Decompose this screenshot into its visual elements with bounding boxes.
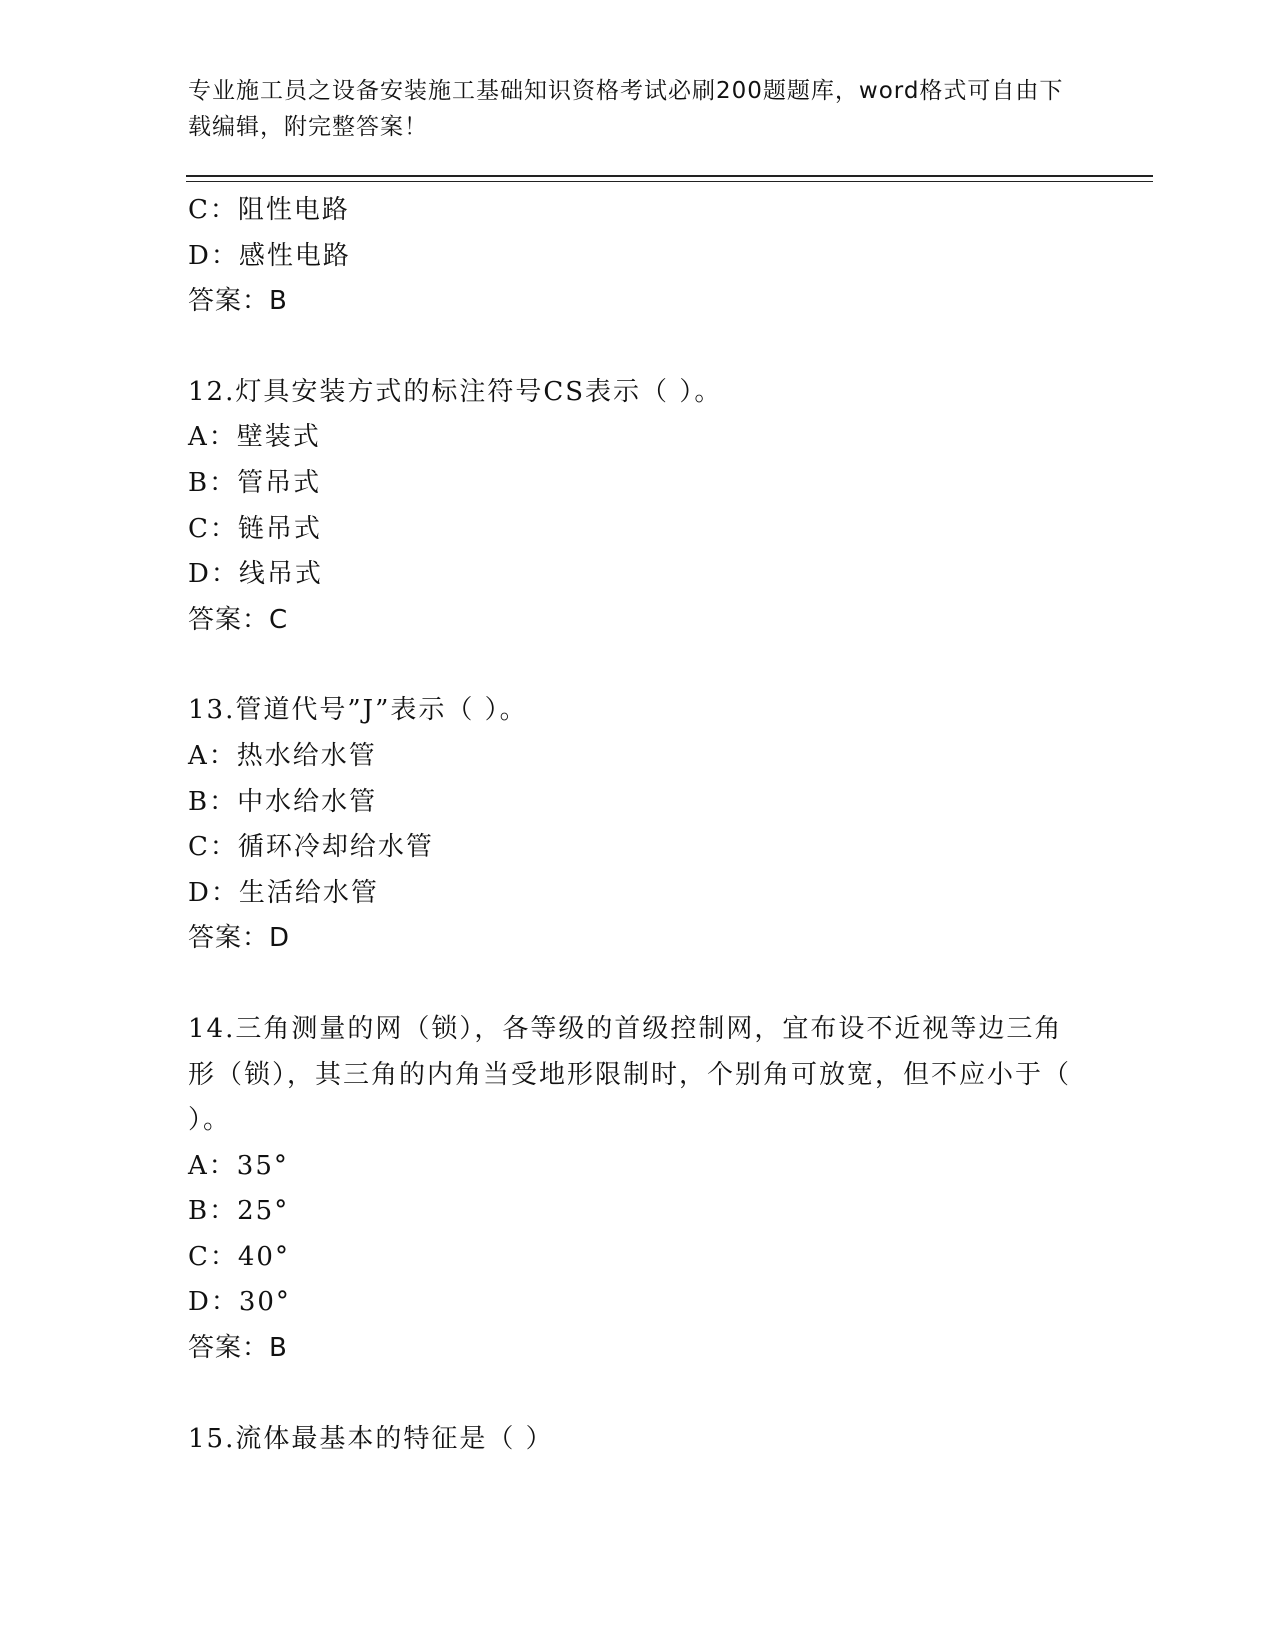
option-b: B：中水给水管: [188, 786, 378, 817]
option-a: A：壁装式: [188, 422, 321, 453]
spacer: [188, 325, 1088, 370]
header-rule-thin: [186, 181, 1153, 182]
option-d: D：感性电路: [188, 240, 351, 271]
question-14: 14.三角测量的网（锁），各等级的首级控制网，宜布设不近视等边三角形（锁），其三角的内角当受地形限制时，个别角可放宽，但不应小于（ ）。: [188, 1013, 1072, 1136]
spacer: [188, 962, 1088, 1007]
question-list: [188, 188, 1088, 1462]
option-b: B：25°: [188, 1196, 290, 1227]
answer: 答案：B: [188, 1333, 288, 1364]
answer: 答案：B: [188, 286, 288, 317]
option-d: D：30°: [188, 1287, 291, 1318]
question-12: 12.灯具安装方式的标注符号CS表示（ ）。: [188, 376, 723, 407]
option-c: C：循环冷却给水管: [188, 832, 434, 863]
option-d: D：线吊式: [188, 559, 323, 590]
spacer: [188, 643, 1088, 688]
answer: 答案：C: [188, 604, 289, 635]
option-b: B：管吊式: [188, 467, 322, 498]
header-rule-thick: [186, 175, 1153, 177]
option-d: D：生活给水管: [188, 877, 379, 908]
option-c: C：40°: [188, 1241, 290, 1272]
question-15: 15.流体最基本的特征是（ ）: [188, 1423, 554, 1454]
option-c: C：链吊式: [188, 513, 322, 544]
question-13: 13.管道代号”J”表示（ ）。: [188, 695, 528, 726]
option-a: A：热水给水管: [188, 740, 377, 771]
option-c: C：阻性电路: [188, 195, 350, 225]
page-header: 专业施工员之设备安装施工基础知识资格考试必刷200题题库，word格式可自由下载编辑，附完整答案！: [188, 78, 1064, 140]
spacer: [188, 1372, 1088, 1417]
answer: 答案：D: [188, 923, 291, 954]
option-a: A：35°: [188, 1150, 289, 1181]
